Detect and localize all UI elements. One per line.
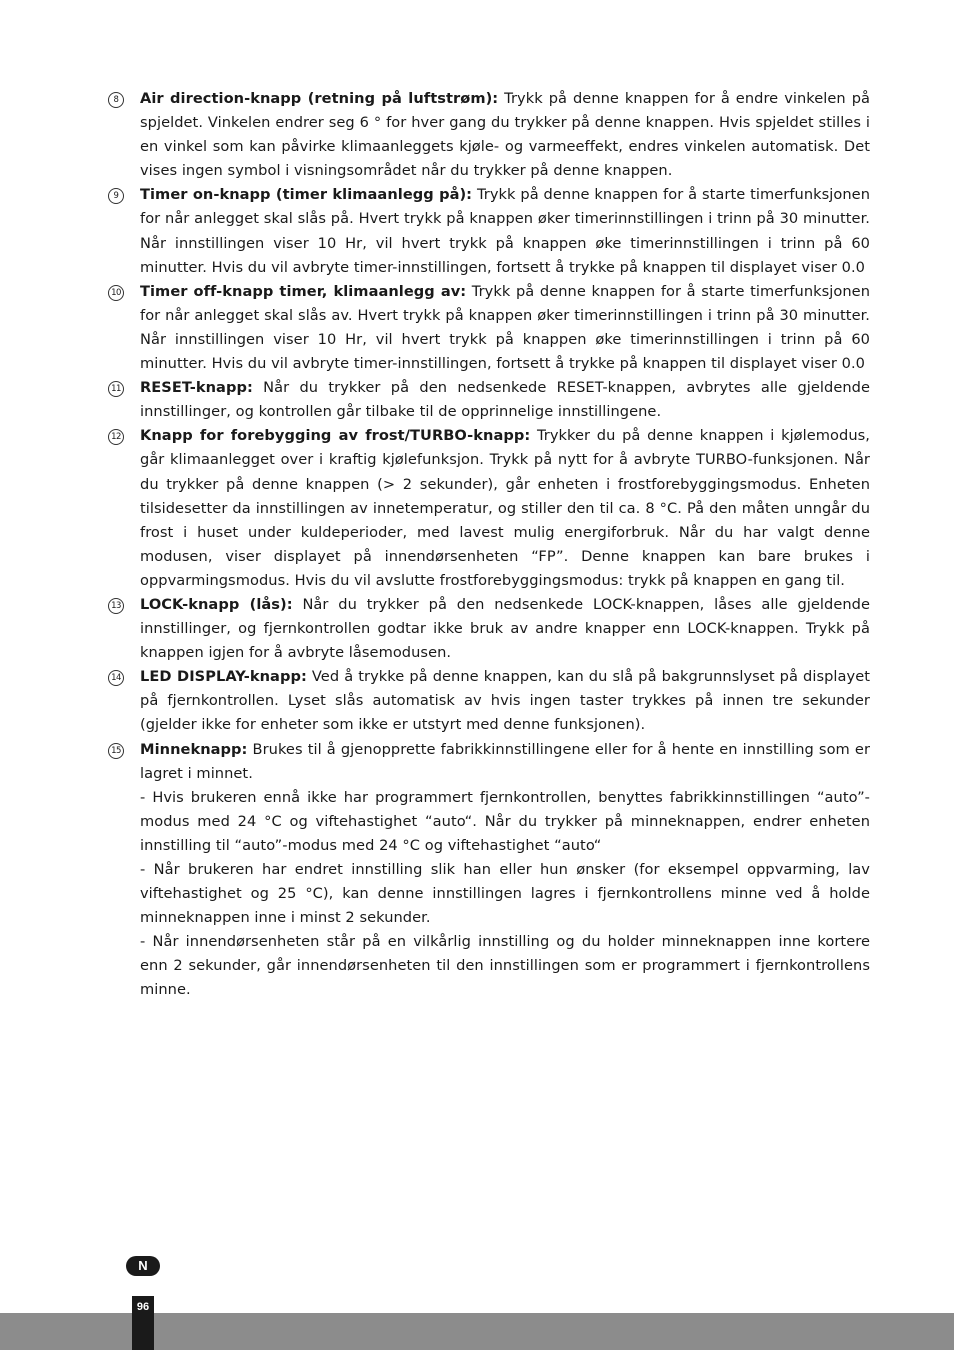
- item-title: Minneknapp:: [140, 740, 248, 758]
- item-number: 9: [108, 188, 124, 204]
- item-number: 13: [108, 598, 124, 614]
- item-text: Brukes til å gjenopprette fabrikkinnstillingene eller for å hente en innstilling som er lagret i minnet.: [140, 740, 870, 782]
- item-title: LED DISPLAY-knapp:: [140, 668, 307, 686]
- sub-paragraph: - Når innendørsenheten står på en vilkårlig innstilling og du holder minneknappen inne kortere enn 2 sekunder, går innendørsenheten til den innstillingen som er programmert i fjernkontrollens minne.: [140, 933, 870, 999]
- item-text: Trykk på denne knappen for å starte timerfunksjonen for når anlegget skal slås av. Hvert trykk på knappen øker timerinnstillingen i trinn på 30 minutter. Når innstillingen viser 10 Hr, vil hvert trykk på knappen øke timerinnstillingen i trinn på 60 minutter. Hvis du vil avbryte timer-innstillingen, fortsett å trykke på knappen til displayet viser 0.0: [140, 282, 871, 373]
- list-item: [108, 376, 870, 424]
- item-number: 14: [108, 670, 124, 686]
- item-title: RESET-knapp:: [140, 379, 253, 397]
- item-number: 8: [108, 92, 124, 108]
- list-item: [108, 183, 870, 279]
- list-item: [108, 738, 870, 1003]
- list-item: [108, 280, 870, 376]
- item-text: Trykk på denne knappen for å endre vinkelen på spjeldet. Vinkelen endrer seg 6 ° for hver gang du trykker på denne knappen. Hvis spjeldet stilles i en vinkel som kan påvirke klimaanleggets kjøle- og varmeeffekt, endres vinkelen automatisk. Det vises ingen symbol i visningsområdet når du trykker på denne knappen.: [140, 90, 871, 180]
- item-title: Timer on-knapp (timer klimaanlegg på):: [140, 186, 473, 204]
- item-number: 12: [108, 429, 124, 445]
- item-number: 15: [108, 743, 124, 759]
- item-text: Ved å trykke på denne knappen, kan du slå på bakgrunnslyset på displayet på fjernkontrollen. Lyset slås automatisk av hvis ingen taster trykkes på innen tre sekunder (gjelder ikke for enheter som ikke er utstyrt med denne funksjonen).: [140, 668, 871, 734]
- sub-paragraph: - Hvis brukeren ennå ikke har programmert fjernkontrollen, benyttes fabrikkinnstillingen “auto”-modus med 24 °C og viftehastighet “auto“. Når du trykker på minneknappen, endrer enheten innstilling til “auto”-modus med 24 °C og viftehastighet “auto“: [140, 788, 870, 854]
- list-item: [108, 87, 870, 183]
- list-item: [108, 593, 870, 665]
- sub-paragraph: - Når brukeren har endret innstilling slik han eller hun ønsker (for eksempel oppvarming, lav viftehastighet og 25 °C), kan denne innstillingen lagres i fjernkontrollens minne ved å holde minneknappen inne i minst 2 sekunder.: [140, 861, 870, 927]
- language-badge: N: [126, 1256, 160, 1276]
- item-title: Knapp for forebygging av frost/TURBO-knapp:: [140, 427, 531, 445]
- item-number: 10: [108, 285, 124, 301]
- item-text: Trykk på denne knappen for å starte timerfunksjonen for når anlegget skal slås på. Hvert trykk på knappen øker timerinnstillingen i trinn på 30 minutter. Når innstillingen viser 10 Hr, vil hvert trykk på knappen øke timerinnstillingen i trinn på 60 minutter. Hvis du vil avbryte timer-innstillingen, fortsett å trykke på knappen til displayet viser 0.0: [140, 186, 870, 276]
- item-text: Når du trykker på den nedsenkede LOCK-knappen, låses alle gjeldende innstillinger, og fjernkontrollen godtar ikke bruk av andre knapper enn LOCK-knappen. Trykk på knappen igjen for å avbryte låsemodusen.: [140, 595, 870, 662]
- manual-content: [108, 87, 870, 1003]
- item-title: LOCK-knapp (lås):: [140, 595, 293, 613]
- item-title: Air direction-knapp (retning på luftstrøm):: [140, 90, 499, 107]
- list-item: [108, 665, 870, 737]
- list-item: [108, 424, 870, 593]
- item-text: Trykker du på denne knappen i kjølemodus, går klimaanlegget over i kraftig kjølefunksjon. Trykk på nytt for å avbryte TURBO-funksjonen. Når du trykker på denne knappen (> 2 sekunder), går enheten i frostforebyggingsmodus. Enheten tilsidesetter da innstillingen av innetemperatur, og stiller den til ca. 8 °C. På den måten unngår du frost i huset under kuldeperioder, med lavest mulig energiforbruk. Når du har valgt denne modusen, viser displayet på innendørsenheten “FP”. Denne knappen kan bare brukes i oppvarmingsmodus. Hvis du vil avslutte frostforebyggingsmodus: trykk på knappen en gang til.: [140, 427, 870, 589]
- item-number: 11: [108, 381, 124, 397]
- item-title: Timer off-knapp timer, klimaanlegg av:: [140, 282, 467, 300]
- item-text: Når du trykker på den nedsenkede RESET-knappen, avbrytes alle gjeldende innstillinger, og kontrollen går tilbake til de opprinnelige innstillingene.: [140, 379, 870, 421]
- page-number: 96: [132, 1296, 154, 1350]
